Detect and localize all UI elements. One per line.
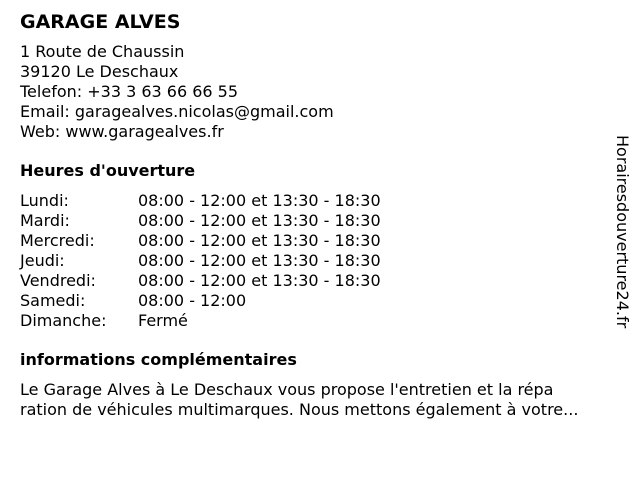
hours-table [20,191,610,331]
day-label: Vendredi: [20,271,96,290]
hours-row [20,251,610,271]
business-name: GARAGE ALVES [20,11,181,33]
hours-row [20,211,610,231]
day-hours: 08:00 - 12:00 et 13:30 - 18:30 [138,271,381,290]
hours-heading: Heures d'ouverture [20,161,196,180]
day-label: Jeudi: [20,251,65,270]
day-label: Mardi: [20,211,70,230]
info-heading: informations complémentaires [20,350,297,369]
address-line-1: 1 Route de Chaussin [20,42,185,61]
hours-row [20,191,610,211]
phone-text: Telefon: +33 3 63 66 66 55 [20,82,239,101]
day-label: Mercredi: [20,231,95,250]
hours-row [20,231,610,251]
hours-row [20,291,610,311]
day-hours: Fermé [138,311,188,330]
day-hours: 08:00 - 12:00 [138,291,247,310]
address-line-2: 39120 Le Deschaux [20,62,179,81]
description-line-2: ration de véhicules multimarques. Nous mettons également à votre... [20,400,579,419]
day-label: Samedi: [20,291,86,310]
day-hours: 08:00 - 12:00 et 13:30 - 18:30 [138,211,381,230]
description-line-1: Le Garage Alves à Le Deschaux vous propose l'entretien et la répa [20,380,554,399]
business-card [20,10,610,420]
day-hours: 08:00 - 12:00 et 13:30 - 18:30 [138,191,381,210]
email-text: Email: garagealves.nicolas@gmail.com [20,102,334,121]
day-hours: 08:00 - 12:00 et 13:30 - 18:30 [138,231,381,250]
watermark-text: Horairesdouverture24.fr [613,135,632,329]
day-label: Dimanche: [20,311,107,330]
day-label: Lundi: [20,191,69,210]
contact-block [20,42,610,142]
web-text: Web: www.garagealves.fr [20,122,224,141]
description-text [20,380,630,420]
day-hours: 08:00 - 12:00 et 13:30 - 18:30 [138,251,381,270]
hours-row [20,271,610,291]
hours-row [20,311,610,331]
